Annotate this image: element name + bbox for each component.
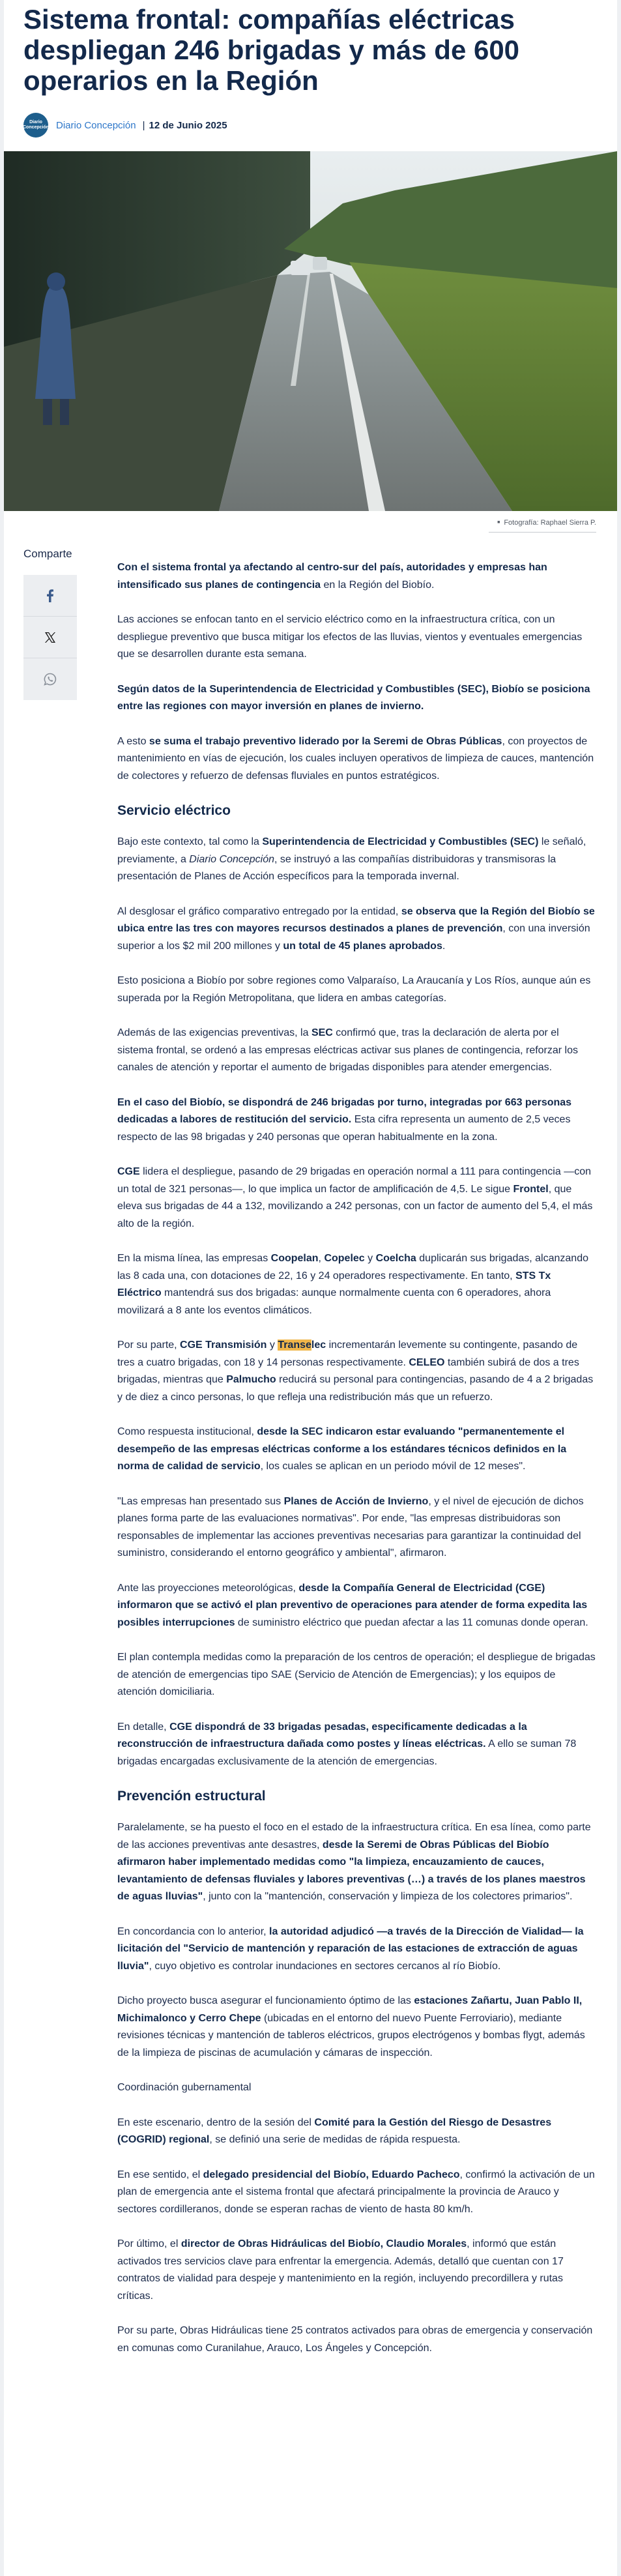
paragraph: En concordancia con lo anterior, la autoridad adjudicó —a través de la Dirección de Vialidad— la licitación del "Servicio de mantención y reparación de las estaciones de extracción de aguas lluvia", cuyo objetivo es controlar inundaciones en sectores cercanos al río Biobío. — [117, 1925, 584, 1972]
subheading-coordinacion: Coordinación gubernamental — [117, 2082, 252, 2093]
paragraph: Las acciones se enfocan tanto en el servicio eléctrico como en la infraestructura crítica, con un despliegue preventivo que busca mitigar los efectos de las lluvias, vientos y eventuales emergencias que se desarrollen durante esta semana. — [117, 614, 583, 660]
photo-caption: ■ Fotografía: Raphael Sierra P. — [497, 519, 596, 527]
paragraph: Al desglosar el gráfico comparativo entregado por la entidad, se observa que la Región del Biobío se ubica entre las tres con mayores recursos destinados a planes de prevención, con una inversión superior a los $2 mil 200 millones y un total de 45 planes aprobados. — [117, 905, 595, 952]
share-facebook-button[interactable] — [23, 575, 77, 617]
paragraph: A esto se suma el trabajo preventivo liderado por la Seremi de Obras Públicas, con proyectos de mantenimiento en vías de ejecución, los cuales incluyen operativos de limpieza de cauces, mantención de colectores y refuerzo de defensas fluviales en puntos estratégicos. — [117, 735, 594, 782]
paragraph-intro: Con el sistema frontal ya afectando al centro-sur del país, autoridades y empresas han intensificado sus planes de contingencia en la Región del Biobío. — [117, 562, 547, 591]
section-heading-prevencion: Prevención estructural — [117, 1789, 266, 1804]
right-border — [617, 0, 621, 2576]
facebook-icon — [44, 589, 57, 602]
share-x-button[interactable] — [23, 617, 77, 658]
byline — [23, 112, 227, 138]
paragraph: Esto posiciona a Biobío por sobre regiones como Valparaíso, La Araucanía y Los Ríos, aunque aún es superada por la Región Metropolitana, que lidera en ambas categorías. — [117, 975, 591, 1004]
paragraph: Además de las exigencias preventivas, la SEC confirmó que, tras la declaración de alerta por el sistema frontal, se ordenó a las empresas eléctricas activar sus planes de contingencia, reforzar los canales de atención y reportar el aumento de brigadas disponibles para atender emergencias. — [117, 1027, 579, 1073]
whatsapp-icon — [44, 673, 57, 686]
section-heading-servicio: Servicio eléctrico — [117, 803, 231, 818]
paragraph: Como respuesta institucional, desde la SEC indicaron estar evaluando "permanentemente el desempeño de las empresas eléctricas conforme a los estándares técnicos definidos en la norma de calidad de servicio, los cuales se aplican en un periodo móvil de 12 meses". — [117, 1426, 567, 1472]
paragraph: En el caso del Biobío, se dispondrá de 246 brigadas por turno, integradas por 663 personas dedicadas a labores de restitución del servicio. Esta cifra representa un aumento de 2,5 veces respecto de las 98 brigadas y 240 personas que operan habitualmente en la zona. — [117, 1096, 572, 1143]
byline-separator: | — [142, 119, 145, 131]
x-icon — [44, 631, 57, 644]
paragraph: En este escenario, dentro de la sesión del Comité para la Gestión del Riesgo de Desastres (COGRID) regional, se definió una serie de medidas de rápida respuesta. — [117, 2116, 552, 2145]
source-link[interactable]: Diario Concepción — [56, 119, 136, 131]
article-body — [117, 559, 596, 2375]
paragraph: Por último, el director de Obras Hidráulicas del Biobío, Claudio Morales, informó que están activados tres servicios clave para enfrentar la emergencia. Además, detalló que cuentan con 17 contratos de vialidad para despeje y mantenimiento en la región, incluyendo precordillera y rutas críticas. — [117, 2238, 564, 2302]
paragraph: En ese sentido, el delegado presidencial del Biobío, Eduardo Pacheco, confirmó la activación de un plan de emergencia ante el sistema frontal que afectará principalmente la provincia de Arauco y sectores cordilleranos, donde se esperan rachas de viento de hasta 80 km/h. — [117, 2169, 595, 2215]
paragraph: Dicho proyecto busca asegurar el funcionamiento óptimo de las estaciones Zañartu, Juan Pablo II, Michimalonco y Cerro Chepe (ubicadas en el entorno del nuevo Puente Ferroviario), mediante revisiones técnicas y mantención de tableros eléctricos, grupos electrógenos y bombas flygt, además de la limpieza de piscinas de acumulación y cámaras de inspección. — [117, 1995, 585, 2058]
paragraph: En detalle, CGE dispondrá de 33 brigadas pesadas, especificamente dedicadas a la reconstrucción de infraestructura dañada como postes y líneas eléctricas. A ello se suman 78 brigadas encargadas exclusivamente de la atención de emergencias. — [117, 1721, 577, 1767]
share-whatsapp-button[interactable] — [23, 658, 77, 700]
caption-divider — [489, 532, 596, 533]
paragraph: El plan contempla medidas como la preparación de los centros de operación; el despliegue de brigadas de atención de emergencias tipo SAE (Servicio de Atención de Emergencias); y los equipos de atención domiciliaria. — [117, 1652, 596, 1697]
source-logo-text: Diario Concepción — [22, 120, 50, 130]
paragraph: Según datos de la Superintendencia de Electricidad y Combustibles (SEC), Biobío se posiciona entre las regiones con mayor inversión en planes de invierno. — [117, 683, 590, 712]
paragraph: En la misma línea, las empresas Coopelan, Copelec y Coelcha duplicarán sus brigadas, alcanzando las 8 cada una, con dotaciones de 22, 16 y 24 operadores respectivamente. En tanto, STS Tx Eléctrico mantendrá sus dos brigadas: aunque normalmente cuenta con 6 operadores, ahora movilizará a 8 ante los eventos climáticos. — [117, 1253, 588, 1316]
publish-date: 12 de Junio 2025 — [149, 119, 227, 131]
paragraph: Por su parte, CGE Transmisión y Transelec incrementarán levemente su contingente, pasando de tres a cuatro brigadas, con 18 y 14 personas respectivamente. CELEO también subirá de dos a tres brigadas, mientras que Palmucho reducirá su personal para contingencias, pasando de 4 a 2 brigadas y de diez a cinco personas, lo que refleja una redistribución más que un refuerzo. — [117, 1339, 594, 1403]
source-logo[interactable] — [23, 113, 48, 138]
paragraph: Paralelamente, se ha puesto el foco en el estado de la infraestructura crítica. En esa línea, como parte de las acciones preventivas ante desastres, desde la Seremi de Obras Públicas del Biobío afirmaron haber implementado medidas como "la limpieza, encauzamiento de cauces, levantamiento de defensas fluviales y labores preventivas (…) a través de los planes maestros de aguas lluvias", junto con la "mantención, conservación y limpieza de los colectores primarios". — [117, 1822, 591, 1902]
article-title: Sistema frontal: compañías eléctricas despliegan 246 brigadas y más de 600 operarios en la Región — [23, 4, 520, 96]
paragraph: CGE lidera el despliegue, pasando de 29 brigadas en operación normal a 111 para contingencia —con un total de 321 personas—, lo que implica un factor de amplificación de 4,5. Le sigue Frontel, que eleva sus brigadas de 44 a 132, movilizando a 242 personas, con un factor de aumento del 5,4, el más alto de la región. — [117, 1166, 593, 1229]
share-label: Comparte — [23, 548, 72, 560]
paragraph: "Las empresas han presentado sus Planes de Acción de Invierno, y el nivel de ejecución de dichos planes forma parte de las evaluaciones normativas". Por ende, "las empresas distribuidoras son responsables de implementar las acciones preventivas necesarias para garantizar la continuidad del suministro, considerando el entorno geográfico y ambiental", afirmaron. — [117, 1495, 584, 1559]
paragraph: Ante las proyecciones meteorológicas, desde la Compañía General de Electricidad (CGE) informaron que se activó el plan preventivo de operaciones para atender de forma expedita las posibles interrupciones de suministro eléctrico que puedan afectar a las 11 comunas donde operan. — [117, 1582, 588, 1628]
paragraph: Por su parte, Obras Hidráulicas tiene 25 contratos activados para obras de emergencia y conservación en comunas como Curanilahue, Arauco, Los Ángeles y Concepción. — [117, 2325, 593, 2354]
paragraph: Bajo este contexto, tal como la Superintendencia de Electricidad y Combustibles (SEC) le señaló, previamente, a Diario Concepción, se instruyó a las compañías distribuidoras y transmisoras la presentación de Planes de Acción específicos para la temporada invernal. — [117, 836, 586, 882]
hero-photo — [4, 151, 617, 511]
search-highlight: Transe — [278, 1339, 311, 1351]
